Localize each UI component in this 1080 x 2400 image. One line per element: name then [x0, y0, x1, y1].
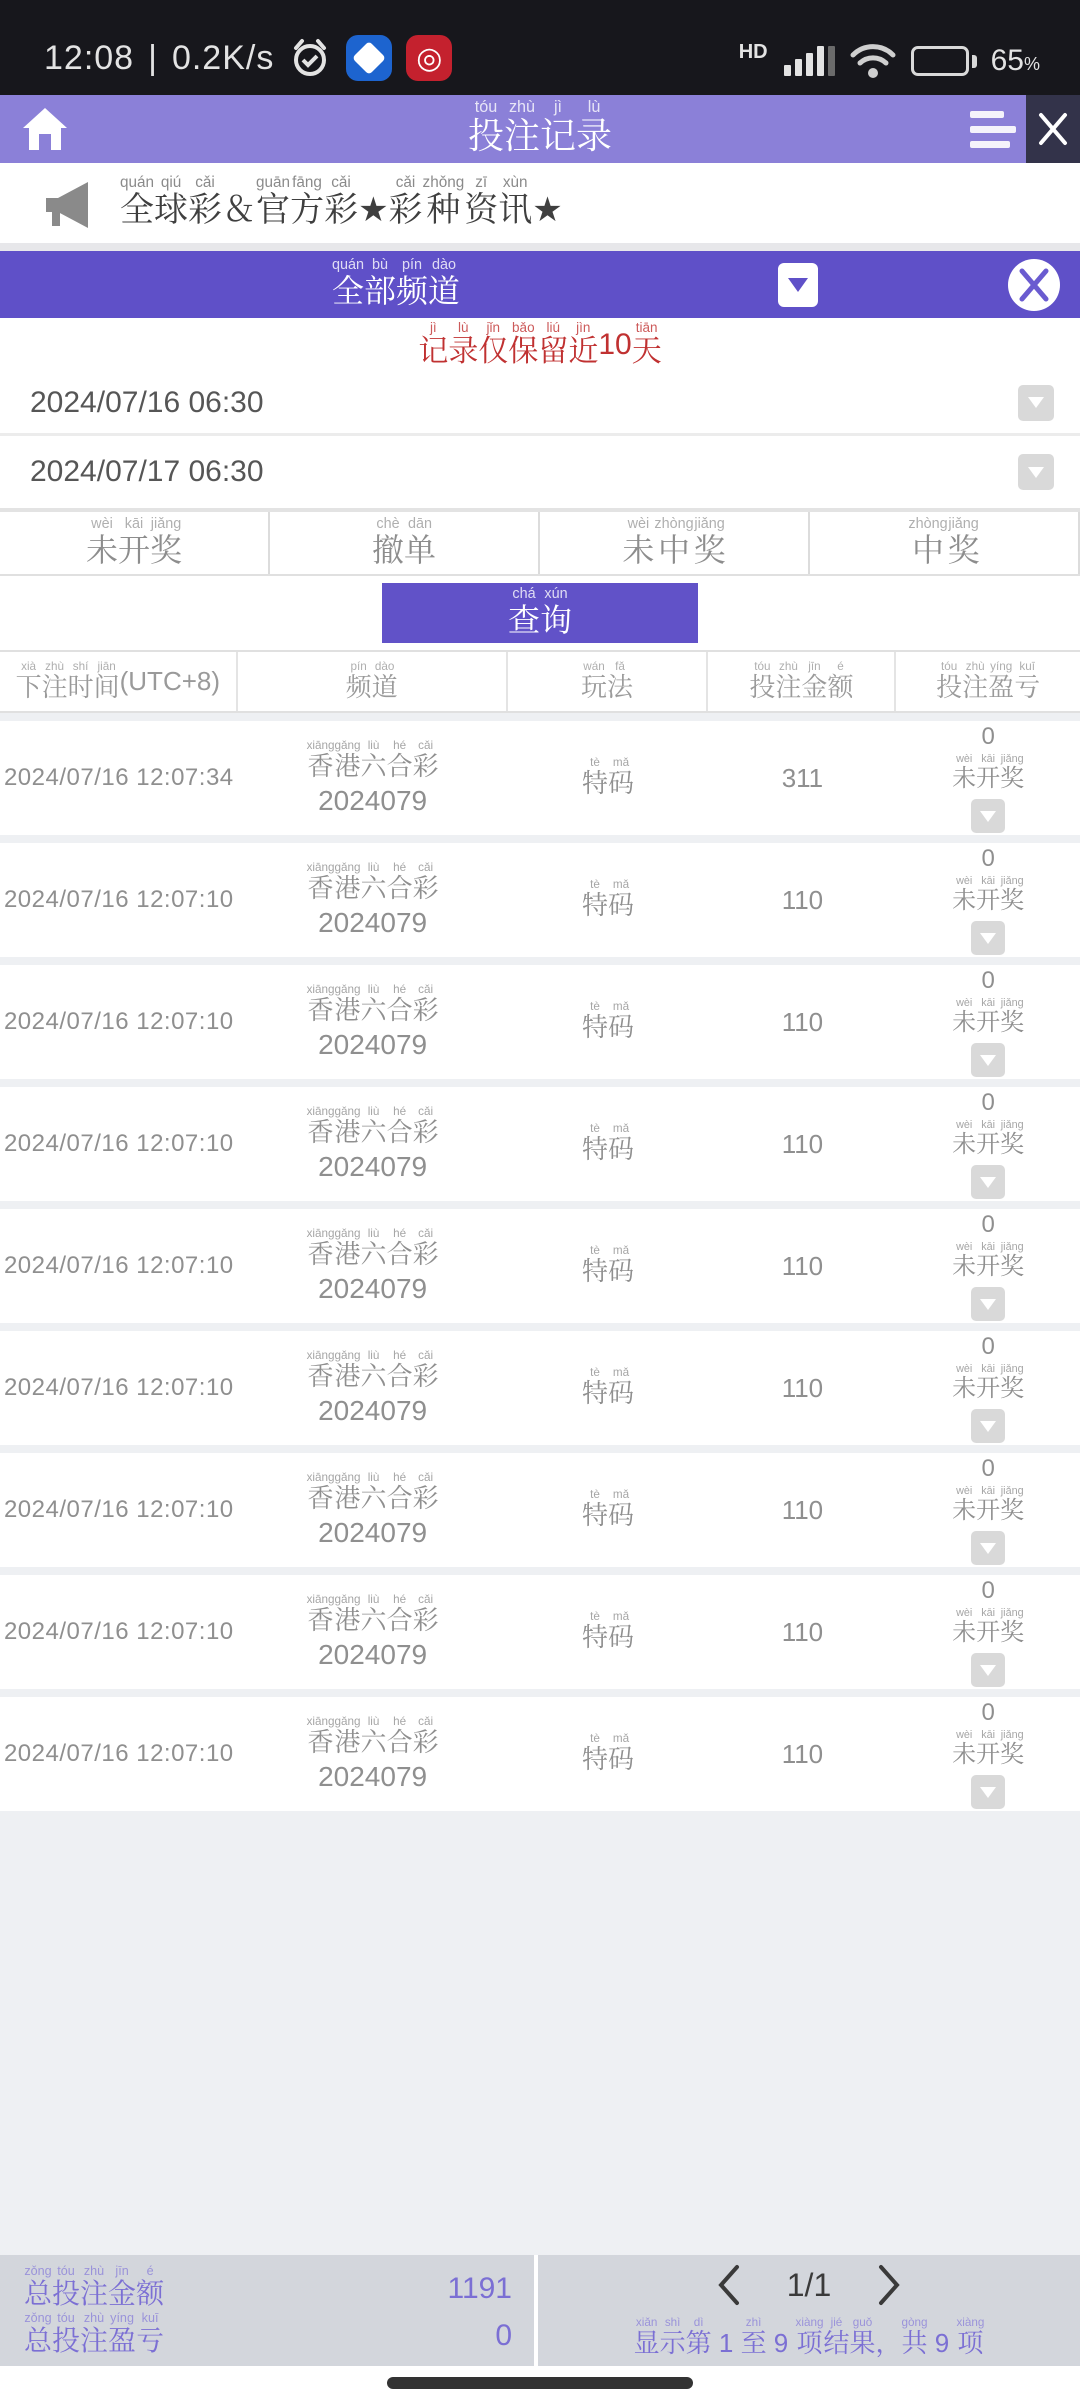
bet-amount: 110	[781, 1494, 824, 1525]
chevron-down-icon	[980, 1665, 996, 1676]
total-profit-label: 总zǒng投tóu注zhù盈yíng亏kuī	[24, 2311, 165, 2356]
issue-number: 2024079	[318, 785, 428, 816]
target-app-icon: ◎	[406, 35, 452, 81]
filter-close-button[interactable]	[1008, 259, 1060, 311]
table-header	[0, 650, 1080, 713]
play-type: 特tè码mǎ	[582, 1000, 635, 1042]
channel-name: 香xiāng港gǎng六liù合hé彩cǎi	[306, 739, 439, 781]
profit-value: 0	[981, 967, 995, 994]
chevron-down-icon	[980, 1055, 996, 1066]
row-expand-button[interactable]	[971, 1287, 1005, 1321]
bet-amount: 110	[781, 1006, 824, 1037]
col-header-play: 玩wán 法fǎ	[508, 652, 709, 711]
bet-amount: 110	[781, 884, 824, 915]
date-to-field[interactable]	[0, 436, 1080, 510]
signal-bars-icon	[784, 46, 835, 76]
filter-tab-label: 未wèi中zhòng奖jiǎng	[622, 515, 726, 568]
channel-select[interactable]	[14, 257, 778, 312]
clock-time: 12:08	[44, 38, 135, 77]
total-amount-value: 1191	[447, 2271, 512, 2305]
page-indicator: 1/1	[786, 2266, 832, 2303]
page-title: 投tóu注zhù记jì录lù	[467, 98, 613, 156]
bet-status: 未wèi开kāi奖jiǎng	[952, 1729, 1025, 1768]
menu-button[interactable]	[970, 111, 1016, 148]
bet-record-row	[0, 1697, 1080, 1819]
empty-area	[0, 1819, 1080, 2255]
battery-percent: 65%	[990, 44, 1040, 77]
date-from-field[interactable]	[0, 372, 1080, 436]
issue-number: 2024079	[318, 1395, 428, 1426]
play-type: 特tè码mǎ	[582, 1244, 635, 1286]
profit-value: 0	[981, 1211, 995, 1238]
issue-number: 2024079	[318, 1151, 428, 1182]
divider	[0, 243, 1080, 251]
status-bar	[0, 0, 1080, 95]
bet-status: 未wèi开kāi奖jiǎng	[952, 1607, 1025, 1646]
col-header-bet-time: 下xià 注zhù 时shí 间jiān (UTC+8)	[0, 652, 238, 711]
row-expand-button[interactable]	[971, 1409, 1005, 1443]
filter-tab[interactable]	[270, 512, 540, 574]
bet-status: 未wèi开kāi奖jiǎng	[952, 1485, 1025, 1524]
home-icon	[20, 106, 70, 152]
chevron-down-icon	[980, 1177, 996, 1188]
bet-record-row	[0, 843, 1080, 965]
play-type: 特tè码mǎ	[582, 1732, 635, 1774]
date-from-dropdown-button[interactable]	[1018, 385, 1054, 421]
bet-amount: 110	[781, 1616, 824, 1647]
bet-amount: 110	[781, 1738, 824, 1769]
wifi-icon	[849, 41, 897, 81]
bet-time: 2024/07/16 12:07:34	[3, 764, 234, 791]
filter-tab[interactable]	[0, 512, 270, 574]
bet-status: 未wèi开kāi奖jiǎng	[952, 1363, 1025, 1402]
date-from-value: 2024/07/16 06:30	[30, 385, 264, 419]
results-summary: 显xiǎn示shì第dì 1 至zhì 9 项xiàng结jié果guǒ，共gòng 9 项xiàng	[633, 2316, 985, 2358]
bet-time: 2024/07/16 12:07:10	[3, 1496, 234, 1523]
channel-name: 香xiāng港gǎng六liù合hé彩cǎi	[306, 1105, 439, 1147]
bet-record-row	[0, 1331, 1080, 1453]
channel-name: 香xiāng港gǎng六liù合hé彩cǎi	[306, 1715, 439, 1757]
app-header	[0, 95, 1080, 163]
battery-icon	[911, 46, 977, 76]
issue-number: 2024079	[318, 1517, 428, 1548]
bet-record-row	[0, 721, 1080, 843]
bet-status: 未wèi开kāi奖jiǎng	[952, 1241, 1025, 1280]
announcement-text: 全quán球qiú彩cǎi＆官guān方fāng彩cǎi★彩cǎi种zhǒng资zī讯xùn★	[120, 174, 563, 229]
bet-record-row	[0, 965, 1080, 1087]
channel-name: 香xiāng港gǎng六liù合hé彩cǎi	[306, 1593, 439, 1635]
play-type: 特tè码mǎ	[582, 1488, 635, 1530]
row-expand-button[interactable]	[971, 1165, 1005, 1199]
bet-status: 未wèi开kāi奖jiǎng	[952, 997, 1025, 1036]
row-expand-button[interactable]	[971, 1653, 1005, 1687]
diamond-app-icon	[346, 35, 392, 81]
total-amount-label: 总zǒng投tóu注zhù金jīn额é	[24, 2264, 165, 2309]
issue-number: 2024079	[318, 1639, 428, 1670]
filter-tab-label: 撤chè单dān	[371, 515, 437, 568]
bottom-strip	[0, 2366, 1080, 2400]
bet-time: 2024/07/16 12:07:10	[3, 886, 234, 913]
channel-filter-bar	[0, 251, 1080, 318]
profit-value: 0	[981, 723, 995, 750]
chevron-down-icon	[980, 1421, 996, 1432]
status-filter-tabs	[0, 510, 1080, 576]
profit-value: 0	[981, 845, 995, 872]
filter-tab[interactable]	[540, 512, 810, 574]
col-header-profit: 投tóu 注zhù 盈yíng 亏kuī	[936, 659, 1041, 702]
totals-panel	[0, 2255, 538, 2366]
next-page-button[interactable]	[877, 2263, 903, 2307]
channel-name: 香xiāng港gǎng六liù合hé彩cǎi	[306, 861, 439, 903]
profit-value: 0	[981, 1699, 995, 1726]
play-type: 特tè码mǎ	[582, 1366, 635, 1408]
x-circle-icon	[1017, 268, 1051, 302]
chevron-down-icon	[980, 811, 996, 822]
chevron-down-icon	[1028, 467, 1044, 478]
row-expand-button[interactable]	[971, 1775, 1005, 1809]
chevron-down-icon	[980, 933, 996, 944]
profit-value: 0	[981, 1089, 995, 1116]
row-expand-button[interactable]	[971, 1043, 1005, 1077]
bet-time: 2024/07/16 12:07:10	[3, 1130, 234, 1157]
bet-amount: 110	[781, 1372, 824, 1403]
chevron-down-icon	[980, 1787, 996, 1798]
network-speed: 0.2K/s	[171, 38, 275, 77]
bet-time: 2024/07/16 12:07:10	[3, 1008, 234, 1035]
query-button-row	[0, 576, 1080, 650]
issue-number: 2024079	[318, 1029, 428, 1060]
chevron-down-icon	[788, 278, 808, 292]
filter-tab-label: 未wèi开kāi奖jiǎng	[85, 515, 183, 568]
hd-indicator: HD	[738, 41, 768, 63]
gesture-handle[interactable]	[387, 2377, 693, 2389]
channel-selected-value: 全quán部bù频pín道dào	[331, 257, 461, 309]
issue-number: 2024079	[318, 1761, 428, 1792]
pagination-panel	[538, 2255, 1080, 2366]
channel-name: 香xiāng港gǎng六liù合hé彩cǎi	[306, 1227, 439, 1269]
bet-status: 未wèi开kāi奖jiǎng	[952, 753, 1025, 792]
bet-amount: 311	[781, 762, 824, 793]
col-header-channel: 频pín 道dào	[238, 652, 508, 711]
channel-name: 香xiāng港gǎng六liù合hé彩cǎi	[306, 1349, 439, 1391]
channel-name: 香xiāng港gǎng六liù合hé彩cǎi	[306, 1471, 439, 1513]
col-header-amount: 投tóu 注zhù 金jīn 额é	[708, 652, 896, 711]
profit-value: 0	[981, 1455, 995, 1482]
total-profit-value: 0	[495, 2318, 512, 2352]
date-to-value: 2024/07/17 06:30	[30, 455, 264, 488]
bet-status: 未wèi开kāi奖jiǎng	[952, 875, 1025, 914]
bet-record-row	[0, 1453, 1080, 1575]
status-separator: |	[148, 38, 158, 77]
issue-number: 2024079	[318, 907, 428, 938]
play-type: 特tè码mǎ	[582, 878, 635, 920]
channel-name: 香xiāng港gǎng六liù合hé彩cǎi	[306, 983, 439, 1025]
bet-amount: 110	[781, 1250, 824, 1281]
filter-tab-label: 中zhòng奖jiǎng	[908, 515, 980, 568]
row-expand-button[interactable]	[971, 921, 1005, 955]
bet-time: 2024/07/16 12:07:10	[3, 1374, 234, 1401]
date-to-dropdown-button[interactable]	[1018, 454, 1054, 490]
row-expand-button[interactable]	[971, 1531, 1005, 1565]
home-button[interactable]	[0, 95, 90, 163]
megaphone-icon	[36, 174, 94, 232]
chevron-down-icon	[1028, 397, 1044, 408]
bet-amount: 110	[781, 1128, 824, 1159]
bet-time: 2024/07/16 12:07:10	[3, 1618, 234, 1645]
issue-number: 2024079	[318, 1273, 428, 1304]
bet-record-row	[0, 1575, 1080, 1697]
drawer-close-button[interactable]	[1026, 95, 1080, 163]
divider	[0, 713, 1080, 721]
profit-value: 0	[981, 1333, 995, 1360]
play-type: 特tè码mǎ	[582, 1122, 635, 1164]
chevron-down-icon	[980, 1299, 996, 1310]
retention-notice: 记jì 录lù 仅jǐn 保bǎo 留liú 近jìn 10 天tiān	[0, 318, 1080, 372]
channel-dropdown-button[interactable]	[778, 263, 818, 307]
prev-page-button[interactable]	[715, 2263, 741, 2307]
summary-footer	[0, 2255, 1080, 2366]
chevron-down-icon	[980, 1543, 996, 1554]
filter-tab[interactable]	[810, 512, 1080, 574]
play-type: 特tè码mǎ	[582, 756, 635, 798]
bet-time: 2024/07/16 12:07:10	[3, 1252, 234, 1279]
play-type: 特tè码mǎ	[582, 1610, 635, 1652]
bet-record-row	[0, 1209, 1080, 1331]
bet-status: 未wèi开kāi奖jiǎng	[952, 1119, 1025, 1158]
profit-value: 0	[981, 1577, 995, 1604]
alarm-clock-icon	[288, 36, 332, 80]
bet-time: 2024/07/16 12:07:10	[3, 1740, 234, 1767]
row-expand-button[interactable]	[971, 799, 1005, 833]
announcement-bar[interactable]	[0, 163, 1080, 243]
query-button-label: 查chá询xún	[507, 585, 573, 638]
bet-record-row	[0, 1087, 1080, 1209]
x-icon	[1035, 111, 1071, 147]
query-button[interactable]	[382, 583, 698, 643]
hamburger-icon	[970, 111, 1016, 148]
